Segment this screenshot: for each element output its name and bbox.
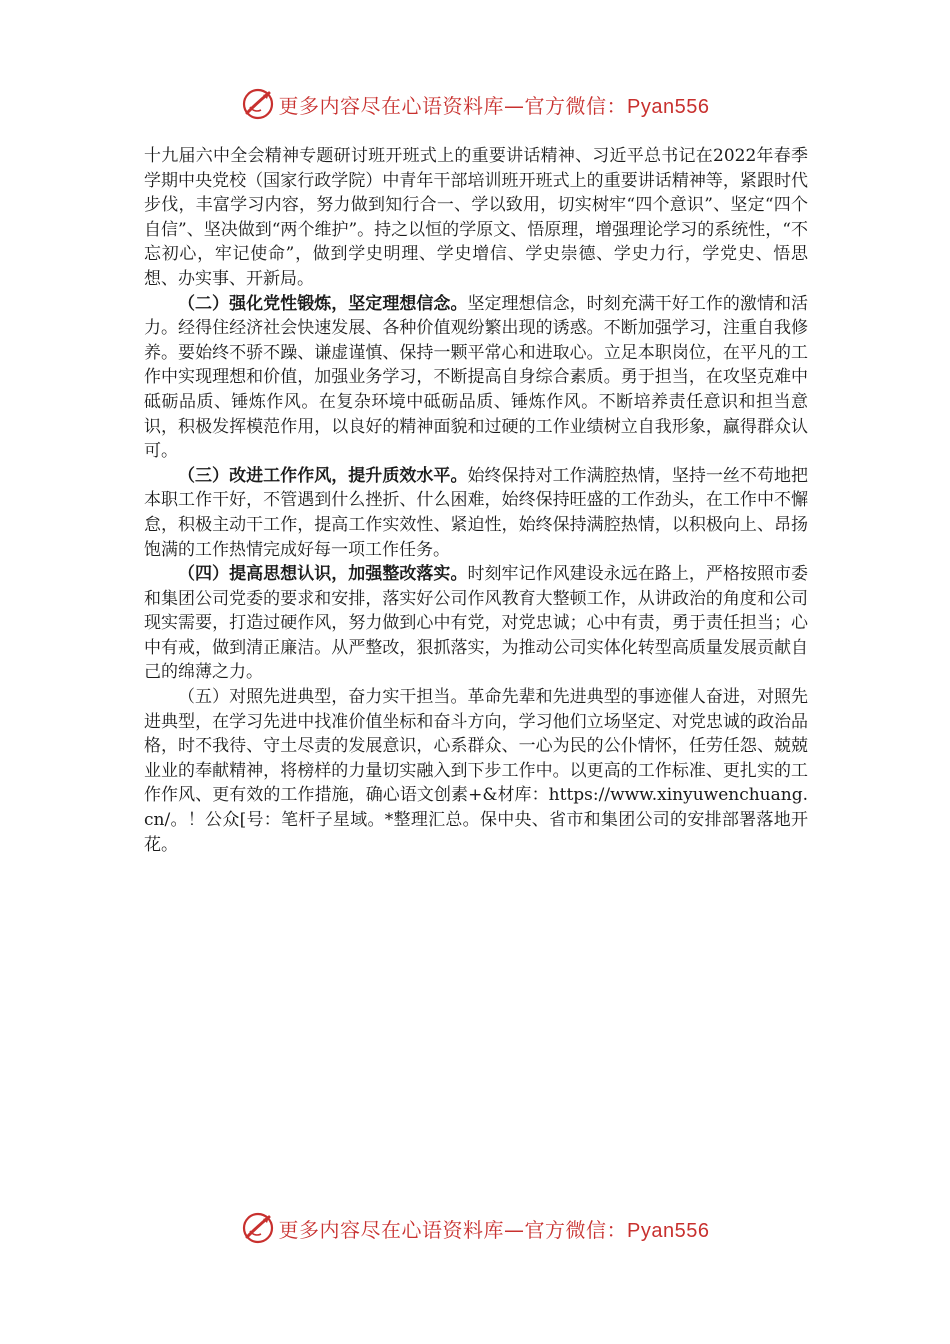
footer-banner (0, 1206, 950, 1250)
banner-inner (241, 87, 710, 121)
paragraph-1-body: 十九届六中全会精神专题研讨班开班式上的重要讲话精神、习近平总书记在2022年春季学期中央党校（国家行政学院）中青年干部培训班开班式上的重要讲话精神等，紧跟时代步伐，丰富学习内容，努力做到知行合一、学以致用，切实树牢“四个意识”、坚定“四个自信”、坚决做到“两个维护”。持之以恒的学原文、悟原理，增强理论学习的系统性，“不忘初心，牢记使命”，做到学史明理、学史增信、学史崇德、学史力行，学党史、悟思想、办实事、开新局。 (144, 146, 808, 289)
banner-inner-bottom (241, 1211, 710, 1245)
banner-text (279, 90, 710, 119)
banner-title-bottom: 更多内容尽在心语资料库 (278, 1217, 505, 1242)
paragraph-3 (144, 464, 808, 562)
paragraph-5 (144, 685, 808, 857)
banner-official: 官方微信： (524, 93, 628, 118)
header-banner (0, 82, 950, 126)
banner-separator-bottom: — (504, 1217, 525, 1242)
banner-text-bottom (279, 1214, 710, 1243)
paragraph-4-heading: （四）提高思想认识，加强整改落实。 (178, 564, 468, 585)
paragraph-4-body: 时刻牢记作风建设永远在路上，严格按照市委和集团公司党委的要求和安排，落实好公司作风教育大整顿工作，从讲政治的角度和公司现实需要，打造过硬作风，努力做到心中有党，对党忠诚；心中有责，勇于责任担当；心中有戒，做到清正廉洁。从严整改，狠抓落实，为推动公司实体化转型高质量发展贡献自己的绵薄之力。 (144, 564, 809, 683)
document-body (144, 144, 808, 857)
pen-logo-icon (241, 87, 275, 121)
banner-official-bottom: 官方微信： (524, 1217, 628, 1242)
paragraph-2-heading: （二）强化党性锻炼，坚定理想信念。 (178, 293, 468, 314)
paragraph-4 (144, 562, 808, 685)
paragraph-5-body: （五）对照先进典型，奋力实干担当。革命先辈和先进典型的事迹催人奋进，对照先进典型，在学习先进中找准价值坐标和奋斗方向，学习他们立场坚定、对党忠诚的政治品格，时不我待、守土尽责的发展意识，心系群众、一心为民的公仆情怀，任劳任怨、兢兢业业的奉献精神，将榜样的力量切实融入到下步工作中。以更高的工作标准、更扎实的工作作风、更有效的工作措施，确心语文创素+&材库：https://www.xinyuwenchuang.cn/。！公众[号：笔杆子星域。*整理汇总。保中央、省市和集团公司的安排部署落地开花。 (144, 687, 808, 855)
paragraph-2 (144, 292, 808, 464)
paragraph-3-heading: （三）改进工作作风，提升质效水平。 (178, 465, 468, 486)
banner-wechat-id-bottom: Pyan556 (627, 1219, 710, 1242)
banner-title: 更多内容尽在心语资料库 (278, 93, 505, 118)
paragraph-1 (144, 144, 808, 292)
pen-logo-icon (241, 1211, 275, 1245)
banner-separator: — (504, 93, 525, 118)
paragraph-2-body: 坚定理想信念，时刻充满干好工作的激情和活力。经得住经济社会快速发展、各种价值观纷繁出现的诱惑。不断加强学习，注重自我修养。要始终不骄不躁、谦虚谨慎、保持一颗平常心和进取心。立足本职岗位，在平凡的工作中实现理想和价值，加强业务学习，不断提高自身综合素质。勇于担当，在攻坚克难中砥砺品质、锤炼作风。在复杂环境中砥砺品质、锤炼作风。不断培养责任意识和担当意识，积极发挥模范作用，以良好的精神面貌和过硬的工作业绩树立自我形象，赢得群众认可。 (144, 293, 809, 462)
banner-wechat-id: Pyan556 (627, 95, 710, 118)
paragraph-3-body: 始终保持对工作满腔热情，坚持一丝不苟地把本职工作干好，不管遇到什么挫折、什么困难，始终保持旺盛的工作劲头，在工作中不懈怠，积极主动干工作，提高工作实效性、紧迫性，始终保持满腔热情，以积极向上、昂扬饱满的工作热情完成好每一项工作任务。 (144, 465, 809, 560)
